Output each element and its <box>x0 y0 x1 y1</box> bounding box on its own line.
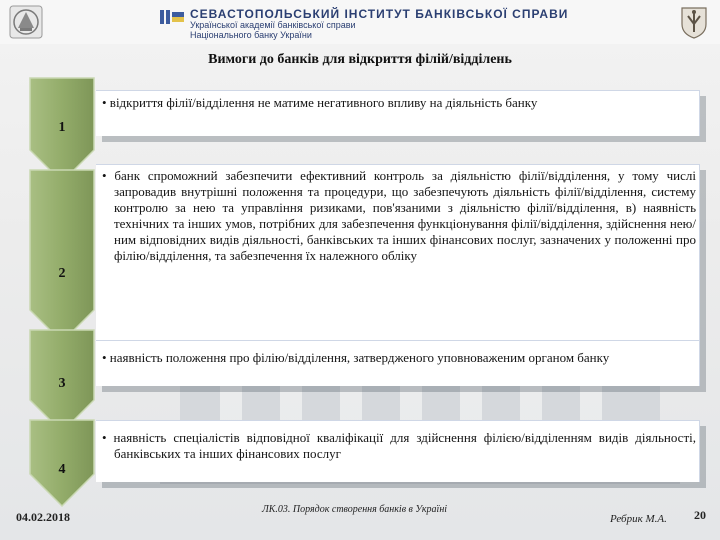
page-number: 20 <box>694 508 706 522</box>
step-number-4: 4 <box>58 462 66 477</box>
requirement-text-3 <box>102 350 696 366</box>
slide-title: Вимоги до банків для відкриття філій/відділень <box>208 52 512 67</box>
institute-title: СЕВАСТОПОЛЬСЬКИЙ ІНСТИТУТ БАНКІВСЬКОЇ СПРАВИ <box>190 7 569 21</box>
footer-author: Ребрик М.А. <box>610 513 667 525</box>
requirement-bullet: • банк спроможний забезпечити ефективний контроль за діяльністю філії/відділення, у тому числі запровадив внутрішні положення та процедури, що забезпечують діяльність філії/відділення, систему контролю за нею та управління ризиками, пов'язаними з діяльністю філії/відділення, в) наявність технічних та інших умов, потрібних для забезпечення функціонування філії/відділення, здійснення нею/ним відповідних видів діяльності, банківських та інших фінансових послуг, зазначених у положенні про філію/відділення, та забезпечення їх належного обліку <box>102 168 696 263</box>
requirement-bullet: • наявність спеціалістів відповідної кваліфікації для здійснення філією/відділенням видів діяльності, банківських та інших фінансових послуг <box>102 430 696 461</box>
footer-date: 04.02.2018 <box>16 510 70 524</box>
step-number-3: 3 <box>58 376 66 391</box>
step-number-1: 1 <box>58 120 66 135</box>
requirement-bullet: • відкриття філії/відділення не матиме негативного впливу на діяльність банку <box>102 95 538 110</box>
requirement-text-1 <box>102 95 696 111</box>
requirement-text-4 <box>102 430 696 462</box>
institute-subtitle-line-2: Національного банку України <box>190 30 312 40</box>
footer-course: ЛК.03. Порядок створення банків в Україні <box>262 504 448 515</box>
chevron-2 <box>30 170 94 342</box>
step-number-2: 2 <box>58 266 66 281</box>
institute-subtitle-line-1: Української академії банківської справи <box>190 20 356 30</box>
requirement-text-2 <box>102 168 696 264</box>
requirement-bullet: • наявність положення про філію/відділення, затвердженого уповноваженим органом банку <box>102 350 610 365</box>
